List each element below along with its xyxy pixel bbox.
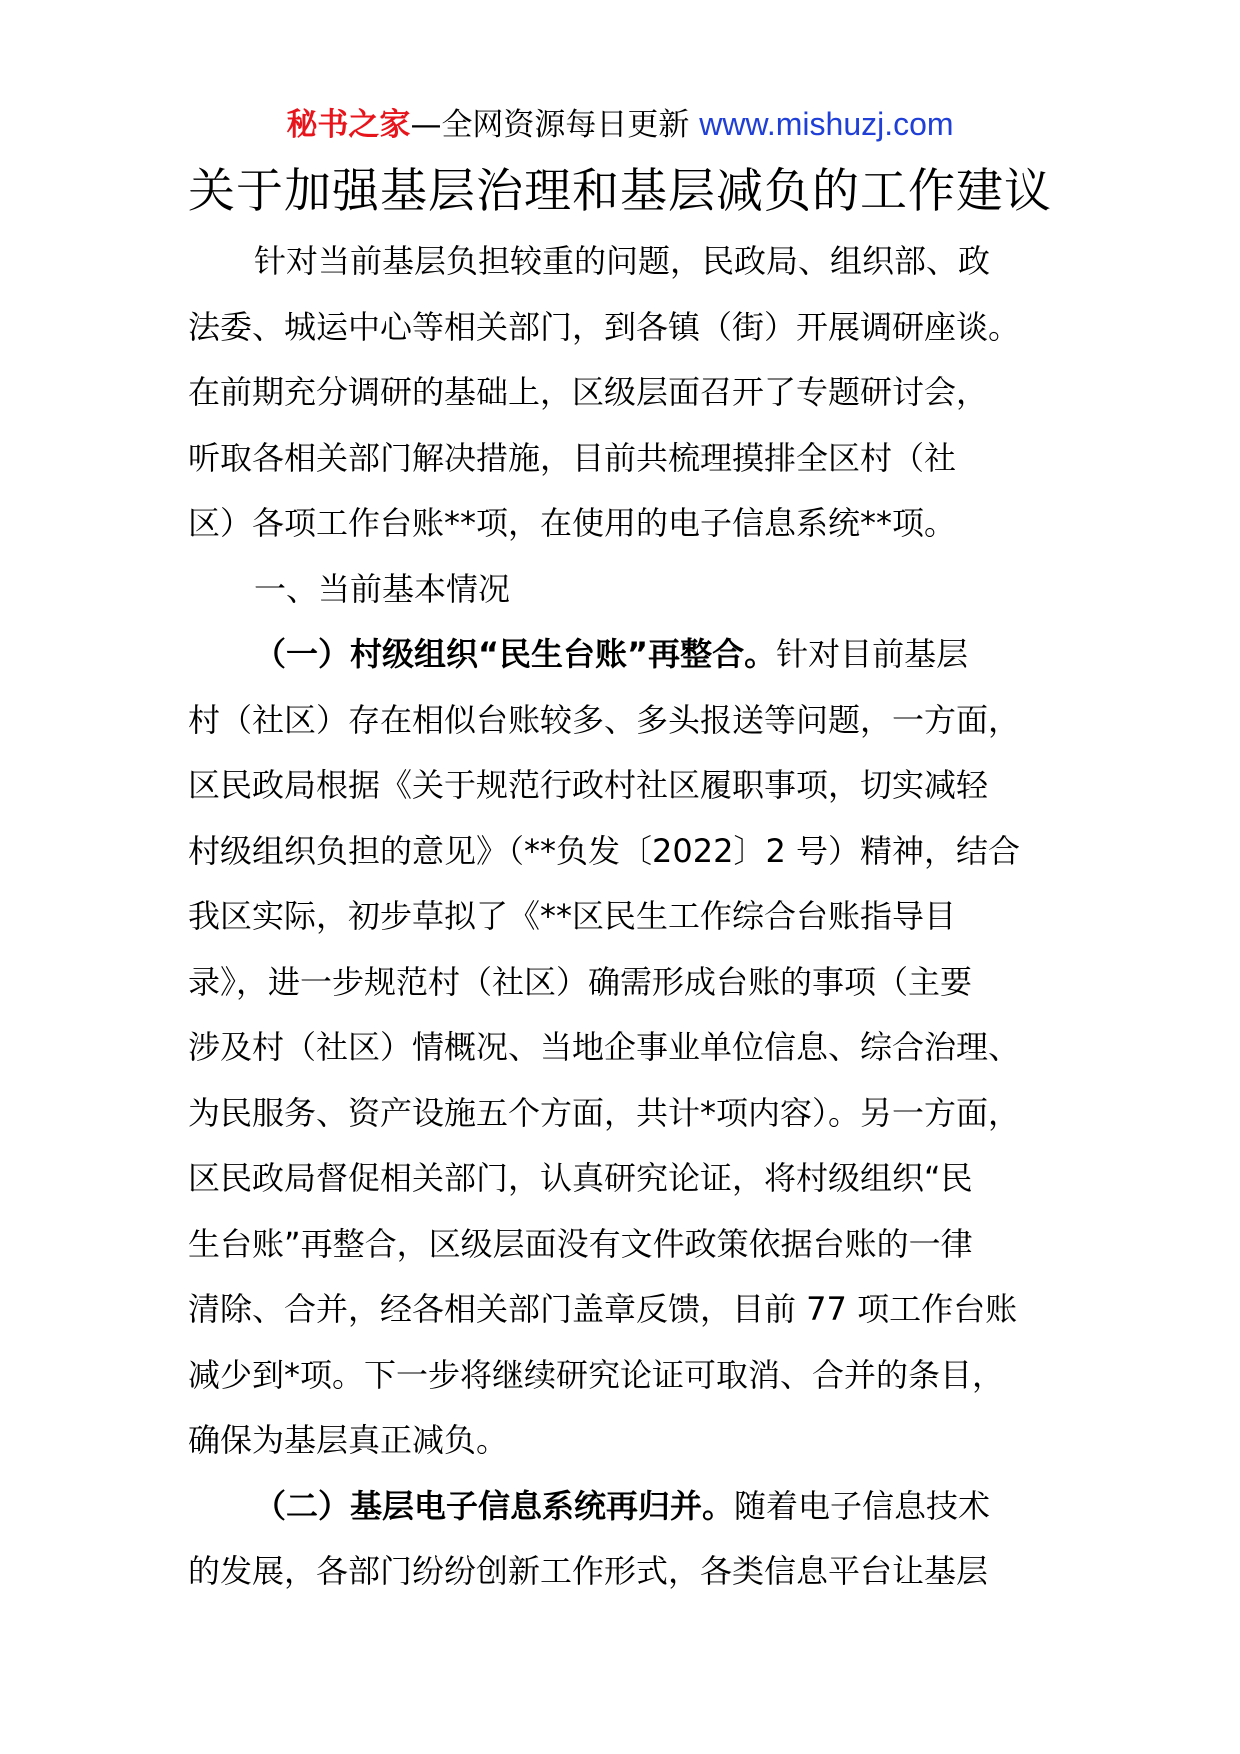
section-heading: （二）基层电子信息系统再归并。 (254, 1486, 735, 1525)
text-line (188, 1212, 1068, 1278)
text-line (188, 688, 1068, 754)
line-text: 区）各项工作台账**项，在使用的电子信息系统**项。 (188, 504, 957, 542)
line-text: 一、当前基本情况 (254, 569, 511, 608)
text-line (188, 229, 1068, 295)
document-body (188, 229, 1068, 1605)
header-tagline: —全网资源每日更新 (410, 107, 700, 143)
text-line (188, 1015, 1068, 1081)
text-line (188, 295, 1068, 361)
line-text: 录》，进一步规范村（社区）确需形成台账的事项（主要 (188, 962, 973, 1001)
line-text: 我区实际，初步草拟了《**区民生工作综合台账指导目 (188, 897, 957, 935)
text-line (188, 491, 1068, 557)
text-line (188, 426, 1068, 492)
website-url: www.mishuzj.com (699, 106, 954, 142)
text-line (188, 1081, 1068, 1147)
text-line (188, 1408, 1068, 1474)
text-line (188, 950, 1068, 1016)
text-line (188, 1146, 1068, 1212)
line-text: 在前期充分调研的基础上，区级层面召开了专题研讨会， (188, 373, 989, 411)
document-title: 关于加强基层治理和基层减负的工作建议 (188, 164, 1052, 219)
line-text: 的发展，各部门纷纷创新工作形式，各类信息平台让基层 (188, 1552, 989, 1590)
line-text: 确保为基层真正减负。 (188, 1421, 509, 1459)
line-text: 随着电子信息技术 (734, 1486, 991, 1525)
line-text: 村级组织负担的意见》（**负发〔2022〕2 号）精神，结合 (188, 831, 1020, 870)
line-text: 区民政局督促相关部门，认真研究论证，将村级组织“民 (188, 1159, 973, 1197)
text-line (188, 1277, 1068, 1343)
line-text: 针对当前基层负担较重的问题，民政局、组织部、政 (254, 242, 991, 280)
site-header (0, 102, 1240, 147)
text-line (188, 1474, 1068, 1540)
section-heading: （一）村级组织“民生台账”再整合。 (254, 635, 777, 673)
text-line (188, 360, 1068, 426)
text-line (188, 819, 1068, 885)
brand-name: 秘书之家 (286, 107, 411, 143)
line-text: 法委、城运中心等相关部门，到各镇（街）开展调研座谈。 (188, 307, 1021, 346)
line-text: 区民政局根据《关于规范行政村社区履职事项，切实减轻 (188, 766, 989, 804)
text-line (188, 557, 1068, 623)
text-line (188, 753, 1068, 819)
line-text: 针对目前基层 (776, 635, 969, 673)
line-text: 生台账”再整合，区级层面没有文件政策依据台账的一律 (188, 1224, 973, 1263)
line-text: 减少到*项。下一步将继续研究论证可取消、合并的条目， (188, 1355, 1005, 1394)
text-line (188, 1539, 1068, 1605)
line-text: 村（社区）存在相似台账较多、多头报送等问题，一方面， (188, 700, 1021, 739)
line-text: 涉及村（社区）情概况、当地企事业单位信息、综合治理、 (188, 1028, 1021, 1066)
text-line (188, 622, 1068, 688)
line-text: 听取各相关部门解决措施，目前共梳理摸排全区村（社 (188, 438, 957, 477)
line-text: 为民服务、资产设施五个方面，共计*项内容）。另一方面， (188, 1093, 1021, 1132)
line-text: 清除、合并，经各相关部门盖章反馈，目前 77 项工作台账 (188, 1290, 1018, 1328)
text-line (188, 884, 1068, 950)
text-line (188, 1343, 1068, 1409)
